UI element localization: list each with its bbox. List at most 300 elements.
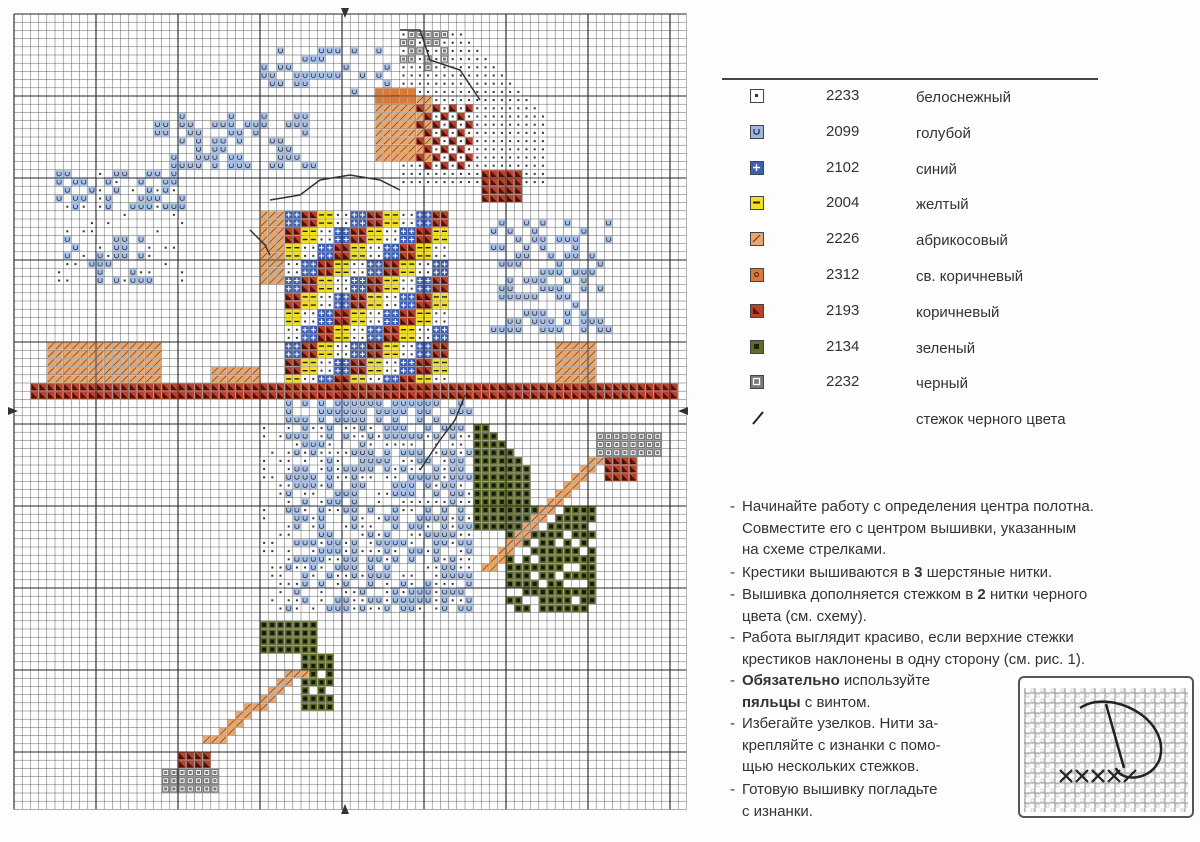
stitch-cell	[597, 449, 604, 456]
stitch-cell	[187, 769, 194, 776]
stitch-cell	[424, 31, 431, 38]
u-square-icon	[750, 125, 764, 139]
stitch-cell	[105, 195, 112, 202]
stitch-cell	[334, 564, 341, 571]
stitch-cell	[64, 252, 71, 259]
stitch-cell	[351, 498, 358, 505]
stitch-cell	[318, 47, 325, 54]
stitch-cell	[375, 597, 382, 604]
stitch-cell	[572, 244, 579, 251]
stitch-cell	[498, 219, 505, 226]
stitch-cell	[154, 129, 161, 136]
stitch-cell	[326, 474, 333, 481]
tip-item	[730, 584, 1088, 627]
stitch-cell	[318, 441, 325, 448]
stitch-cell	[285, 506, 292, 513]
stitch-cell	[228, 154, 235, 161]
stitch-cell	[498, 326, 505, 333]
stitch-cell	[351, 523, 358, 530]
stitch-cell	[515, 293, 522, 300]
stitch-cell	[293, 556, 300, 563]
stitch-cell	[351, 474, 358, 481]
stitch-cell	[506, 277, 513, 284]
stitch-cell	[326, 605, 333, 612]
stitch-cell	[72, 178, 79, 185]
stitch-cell	[146, 187, 153, 194]
stitch-cell	[72, 195, 79, 202]
stitch-cell	[383, 539, 390, 546]
legend-code: 2193	[826, 301, 860, 319]
stitch-cell	[269, 137, 276, 144]
tip-line: Вышивка дополняется стежком в 2 нитки черного	[742, 586, 1088, 603]
stitch-cell	[449, 433, 456, 440]
stitch-cell	[531, 277, 538, 284]
stitch-cell	[351, 482, 358, 489]
stitch-cell	[170, 154, 177, 161]
legend-color-name: абрикосовый	[916, 232, 1008, 250]
stitch-cell	[654, 441, 661, 448]
stitch-cell	[334, 408, 341, 415]
stitch-cell	[539, 244, 546, 251]
stitch-cell	[441, 515, 448, 522]
tip-bullet: -	[730, 715, 735, 732]
stitch-cell	[277, 146, 284, 153]
stitch-cell	[383, 96, 390, 103]
stitch-cell	[318, 547, 325, 554]
tip-item	[730, 562, 1053, 584]
stitch-cell	[211, 146, 218, 153]
stitch-cell	[621, 449, 628, 456]
minus-square-icon	[750, 196, 764, 210]
stitch-cell	[351, 465, 358, 472]
stitch-cell	[170, 769, 177, 776]
stitch-cell	[556, 269, 563, 276]
stitch-cell	[629, 449, 636, 456]
stitch-cell	[301, 539, 308, 546]
stitch-cell	[515, 252, 522, 259]
stitch-cell	[351, 572, 358, 579]
stitch-cell	[285, 490, 292, 497]
stitch-cell	[105, 260, 112, 267]
stitch-cell	[449, 482, 456, 489]
tip-line: крестиков наклонены в одну сторону (см. рис. 1).	[742, 650, 1085, 668]
stitch-cell	[408, 588, 415, 595]
stitch-cell	[400, 39, 407, 46]
stitch-cell	[449, 564, 456, 571]
stitch-cell	[228, 113, 235, 120]
stitch-cell	[597, 318, 604, 325]
stitch-cell	[383, 433, 390, 440]
stitch-cell	[342, 490, 349, 497]
stitch-cell	[162, 785, 169, 792]
stitch-cell	[359, 408, 366, 415]
stitch-cell	[269, 80, 276, 87]
stitch-cell	[162, 129, 169, 136]
legend-color-name: стежок черного цвета	[916, 411, 1066, 429]
stitch-cell	[162, 121, 169, 128]
stitch-cell	[408, 605, 415, 612]
stitch-cell	[170, 178, 177, 185]
stitch-cell	[424, 531, 431, 538]
stitch-cell	[449, 531, 456, 538]
stitch-cell	[433, 531, 440, 538]
stitch-cell	[441, 531, 448, 538]
stitch-cell	[490, 244, 497, 251]
legend-row	[712, 152, 1112, 186]
stitch-cell	[301, 556, 308, 563]
stitch-cell	[613, 433, 620, 440]
tip-item	[730, 670, 931, 713]
stitch-cell	[392, 433, 399, 440]
stitch-cell	[605, 449, 612, 456]
stitch-cell	[498, 285, 505, 292]
stitch-cell	[137, 277, 144, 284]
stitch-cell	[515, 326, 522, 333]
stitch-cell	[547, 285, 554, 292]
stitch-cell	[269, 162, 276, 169]
stitch-cell	[433, 39, 440, 46]
stitch-cell	[597, 441, 604, 448]
stitch-cell	[457, 490, 464, 497]
stitch-cell	[449, 408, 456, 415]
stitch-cell	[613, 441, 620, 448]
stitch-cell	[408, 482, 415, 489]
black-stitch-line-icon	[750, 410, 766, 426]
stitch-cell	[375, 416, 382, 423]
tip-line: крепляйте с изнанки с помо-	[742, 736, 941, 754]
stitch-cell	[638, 441, 645, 448]
stitch-cell	[457, 465, 464, 472]
stitch-cell	[605, 433, 612, 440]
stitch-cell	[318, 416, 325, 423]
stitch-cell	[465, 474, 472, 481]
stitch-cell	[400, 96, 407, 103]
stitch-cell	[318, 408, 325, 415]
slash-square-icon	[750, 232, 764, 246]
stitch-cell	[531, 310, 538, 317]
stitch-cell	[211, 162, 218, 169]
stitch-cell	[572, 301, 579, 308]
stitch-cell	[96, 252, 103, 259]
stitch-cell	[564, 310, 571, 317]
stitch-cell	[154, 170, 161, 177]
stitch-cell	[301, 121, 308, 128]
stitch-cell	[400, 88, 407, 95]
stitch-cell	[400, 400, 407, 407]
stitch-cell	[252, 129, 259, 136]
stitch-cell	[539, 269, 546, 276]
stitch-cell	[187, 777, 194, 784]
stitch-cell	[318, 556, 325, 563]
stitch-cell	[539, 219, 546, 226]
stitch-cell	[301, 55, 308, 62]
stitch-cell	[293, 80, 300, 87]
stitch-cell	[293, 72, 300, 79]
stitch-cell	[228, 129, 235, 136]
stitch-cell	[219, 137, 226, 144]
stitch-cell	[285, 564, 292, 571]
stitch-cell	[55, 178, 62, 185]
stitch-cell	[416, 588, 423, 595]
stitch-cell	[285, 605, 292, 612]
stitch-cell	[187, 129, 194, 136]
stitch-cell	[383, 547, 390, 554]
stitch-cell	[416, 47, 423, 54]
stitch-cell	[408, 96, 415, 103]
stitch-cell	[392, 416, 399, 423]
stitch-cell	[441, 588, 448, 595]
stitch-cell	[367, 449, 374, 456]
stitch-cell	[187, 121, 194, 128]
stitch-cell	[96, 260, 103, 267]
stitch-cell	[449, 457, 456, 464]
tip-line: с изнанки.	[742, 802, 813, 820]
stitch-cell	[646, 449, 653, 456]
stitch-cell	[318, 55, 325, 62]
stitch-cell	[359, 588, 366, 595]
stitch-cell	[392, 400, 399, 407]
stitch-cell	[96, 277, 103, 284]
stitch-cell	[285, 474, 292, 481]
stitch-cell	[342, 416, 349, 423]
stitch-cell	[506, 293, 513, 300]
stitch-cell	[441, 597, 448, 604]
stitch-cell	[383, 80, 390, 87]
stitch-cell	[72, 244, 79, 251]
stitch-cell	[621, 441, 628, 448]
stitch-cell	[260, 72, 267, 79]
stitch-cell	[285, 64, 292, 71]
stitch-cell	[359, 465, 366, 472]
stitch-cell	[580, 285, 587, 292]
stitch-cell	[301, 72, 308, 79]
legend-row	[712, 402, 1112, 436]
stitch-cell	[146, 195, 153, 202]
stitch-cell	[121, 236, 128, 243]
stitch-cell	[408, 556, 415, 563]
stitch-cell	[285, 154, 292, 161]
stitch-cell	[506, 318, 513, 325]
stitch-cell	[457, 539, 464, 546]
legend-row	[712, 331, 1112, 365]
tip-line: Совместите его с центром вышивки, указанным	[742, 519, 1077, 537]
legend-code: 2233	[826, 87, 860, 104]
stitch-cell	[195, 146, 202, 153]
plus-square-icon	[750, 161, 764, 175]
stitch-cell	[416, 597, 423, 604]
stitch-cell	[457, 515, 464, 522]
stitch-cell	[523, 219, 530, 226]
stitch-cell	[211, 137, 218, 144]
stitch-cell	[334, 416, 341, 423]
legend-row	[712, 223, 1112, 257]
stitch-cell	[424, 580, 431, 587]
stitch-cell	[433, 474, 440, 481]
stitch-cell	[539, 277, 546, 284]
tip-item	[730, 627, 1085, 670]
stitch-cell	[441, 572, 448, 579]
stitch-cell	[465, 597, 472, 604]
stitch-cell	[424, 588, 431, 595]
stitch-cell	[195, 162, 202, 169]
stitch-cell	[310, 539, 317, 546]
stitch-cell	[170, 162, 177, 169]
legend-row	[712, 295, 1112, 329]
stitch-cell	[359, 457, 366, 464]
stitch-cell	[326, 539, 333, 546]
stitch-cell	[523, 293, 530, 300]
stitch-cell	[342, 580, 349, 587]
stitch-cell	[605, 219, 612, 226]
legend-color-name: коричневый	[916, 303, 1000, 321]
stitch-cell	[301, 80, 308, 87]
stitch-cell	[523, 277, 530, 284]
tip-bullet: -	[730, 498, 735, 515]
stitch-cell	[515, 236, 522, 243]
stitch-cell	[498, 260, 505, 267]
stitch-cell	[539, 318, 546, 325]
stitch-cell	[113, 252, 120, 259]
stitch-cell	[441, 605, 448, 612]
stitch-cell	[449, 474, 456, 481]
stitch-cell	[342, 556, 349, 563]
stitch-cell	[137, 203, 144, 210]
black-square-icon	[750, 375, 764, 389]
stitch-cell	[203, 154, 210, 161]
stitch-cell	[277, 162, 284, 169]
stitch-cell	[178, 777, 185, 784]
stitch-cell	[359, 424, 366, 431]
stitch-cell	[367, 531, 374, 538]
stitch-cell	[383, 408, 390, 415]
stitch-cell	[498, 244, 505, 251]
stitch-cell	[416, 547, 423, 554]
chart-grid	[14, 14, 686, 809]
stitch-cell	[113, 236, 120, 243]
stitch-cell	[490, 228, 497, 235]
stitch-cell	[556, 236, 563, 243]
stitch-cell	[375, 400, 382, 407]
stitch-cell	[457, 523, 464, 530]
tip-line: на схеме стрелками.	[742, 541, 887, 558]
stitch-cell	[383, 88, 390, 95]
stitch-cell	[113, 170, 120, 177]
stitch-cell	[195, 777, 202, 784]
stitch-cell	[392, 523, 399, 530]
tip-line: пяльцы с винтом.	[742, 693, 871, 711]
stitch-cell	[408, 547, 415, 554]
stitch-cell	[580, 277, 587, 284]
stitch-cell	[326, 572, 333, 579]
legend-code: 2004	[826, 194, 860, 212]
stitch-cell	[310, 72, 317, 79]
stitch-cell	[310, 564, 317, 571]
stitch-cell	[195, 785, 202, 792]
stitch-cell	[465, 547, 472, 554]
stitch-cell	[408, 597, 415, 604]
stitch-cell	[236, 129, 243, 136]
stitch-cell	[597, 285, 604, 292]
stitch-cell	[244, 121, 251, 128]
stitch-cell	[392, 96, 399, 103]
stitch-cell	[416, 515, 423, 522]
stitch-cell	[285, 416, 292, 423]
stitch-cell	[310, 441, 317, 448]
stitch-cell	[178, 137, 185, 144]
stitch-cell	[154, 195, 161, 202]
stitch-cell	[424, 506, 431, 513]
stitch-cell	[375, 572, 382, 579]
stitch-cell	[326, 531, 333, 538]
tip-bullet: -	[730, 781, 735, 798]
stitch-cell	[400, 482, 407, 489]
legend-code: 2134	[826, 337, 860, 355]
stitch-cell	[424, 408, 431, 415]
stitch-cell	[121, 252, 128, 259]
stitch-cell	[400, 465, 407, 472]
stitch-cell	[441, 539, 448, 546]
stitch-cell	[531, 293, 538, 300]
stitch-cell	[252, 121, 259, 128]
stitch-cell	[219, 121, 226, 128]
stitch-cell	[301, 129, 308, 136]
stitch-cell	[597, 260, 604, 267]
legend-color-name: желтый	[916, 196, 969, 214]
stitch-cell	[654, 433, 661, 440]
stitch-cell	[293, 449, 300, 456]
stitch-cell	[375, 457, 382, 464]
stitch-cell	[318, 515, 325, 522]
stitch-cell	[318, 72, 325, 79]
stitch-cell	[195, 769, 202, 776]
stitch-cell	[342, 605, 349, 612]
stitch-cell	[359, 482, 366, 489]
stitch-cell	[564, 236, 571, 243]
stitch-cell	[564, 293, 571, 300]
stitch-cell	[408, 400, 415, 407]
tip-item	[730, 713, 941, 778]
stitch-cell	[400, 55, 407, 62]
figure-stitch-diagram	[1018, 676, 1194, 818]
stitch-cell	[351, 400, 358, 407]
stitch-cell	[449, 588, 456, 595]
stitch-cell	[383, 572, 390, 579]
stitch-cell	[400, 597, 407, 604]
stitch-cell	[392, 408, 399, 415]
stitch-cell	[580, 310, 587, 317]
stitch-cell	[457, 424, 464, 431]
stitch-cell	[605, 326, 612, 333]
stitch-cell	[547, 252, 554, 259]
stitch-cell	[383, 564, 390, 571]
stitch-cell	[424, 400, 431, 407]
stitch-cell	[441, 564, 448, 571]
stitch-cell	[638, 433, 645, 440]
stitch-cell	[154, 121, 161, 128]
stitch-cell	[539, 285, 546, 292]
tip-line: Начинайте работу с определения центра полотна.	[742, 498, 1094, 515]
legend-color-name: голубой	[916, 124, 971, 142]
stitch-cell	[506, 260, 513, 267]
stitch-cell	[367, 457, 374, 464]
stitch-cell	[556, 326, 563, 333]
stitch-cell	[342, 64, 349, 71]
stitch-cell	[162, 178, 169, 185]
stitch-cell	[383, 424, 390, 431]
stitch-cell	[211, 769, 218, 776]
stitch-cell	[80, 178, 87, 185]
stitch-cell	[293, 588, 300, 595]
